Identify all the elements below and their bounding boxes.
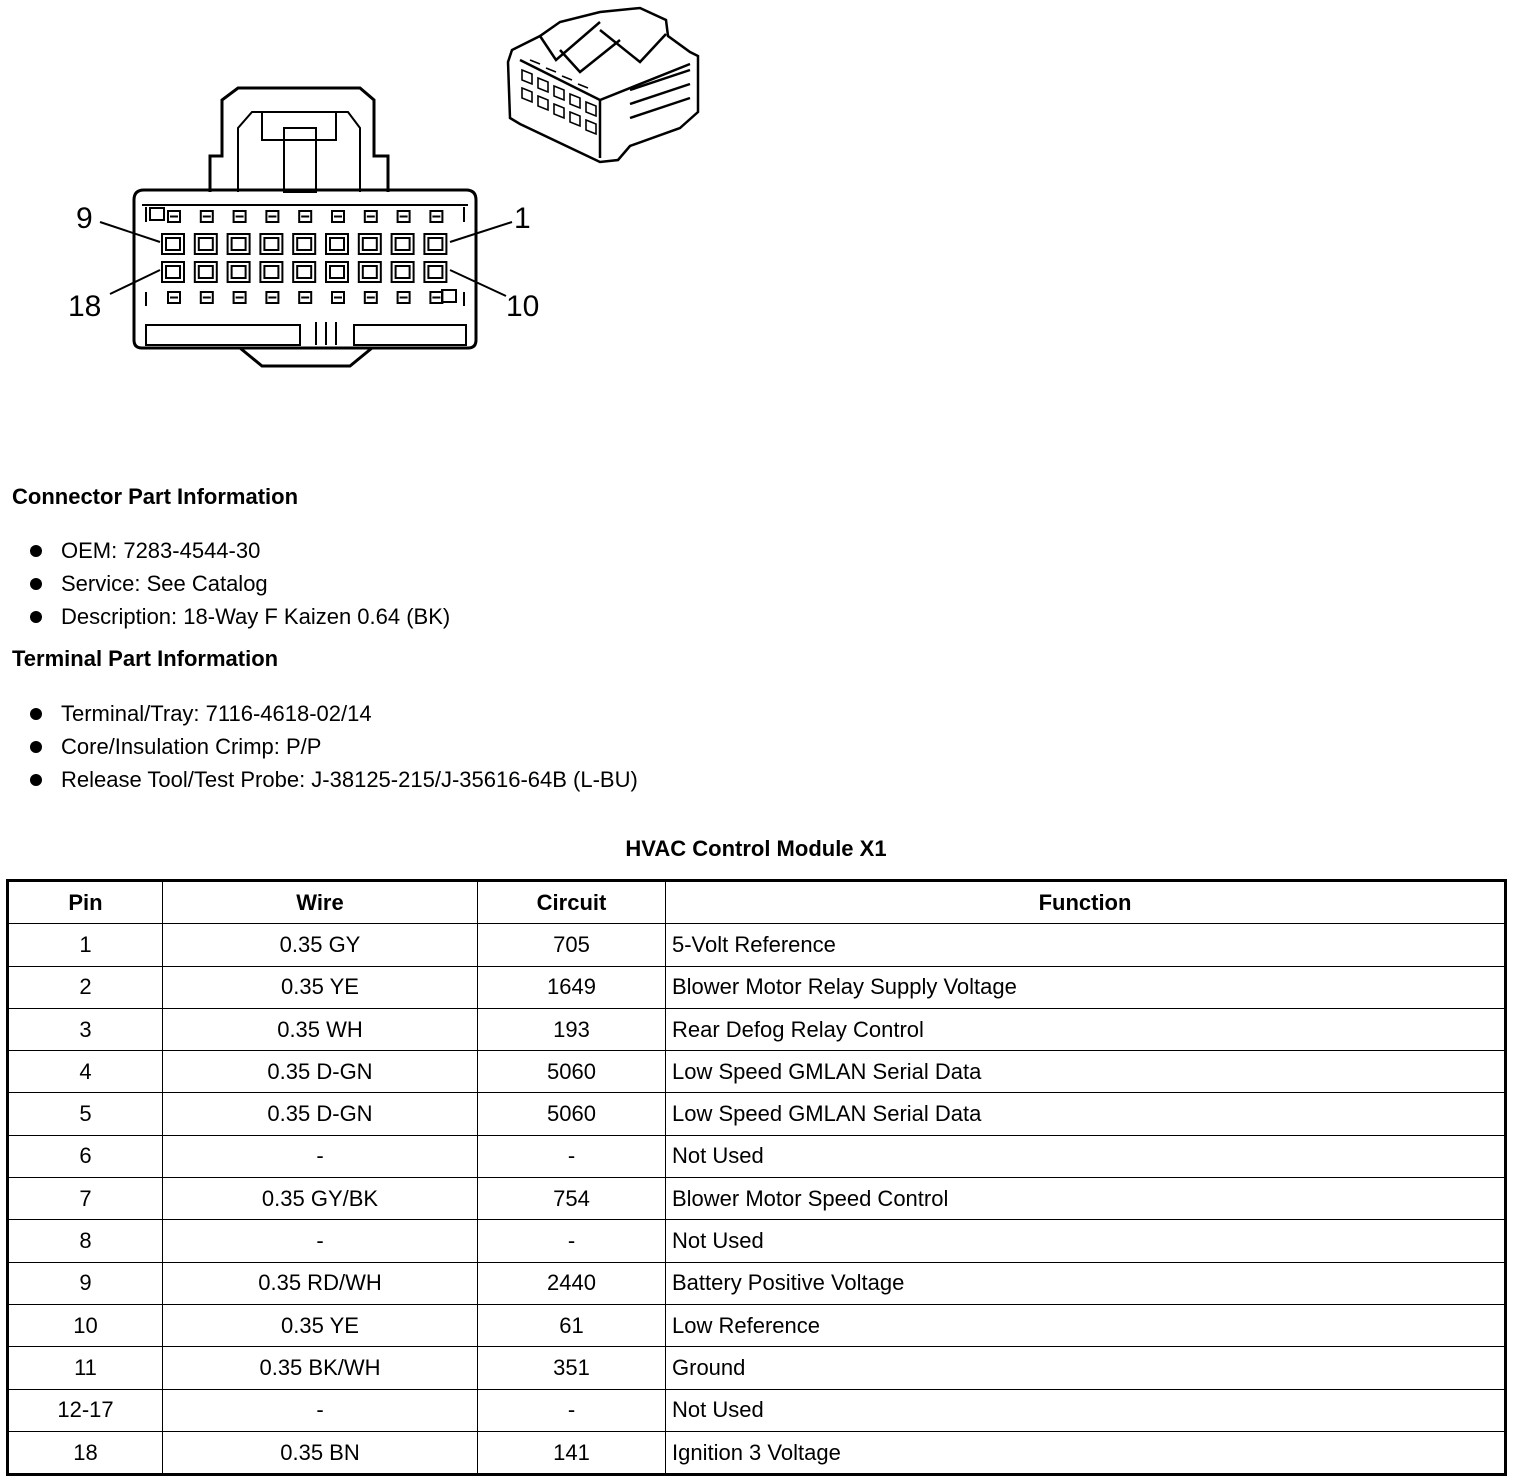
pin-cavity — [293, 234, 315, 254]
latch-slot — [365, 292, 377, 303]
bullet-icon — [30, 708, 42, 720]
pinout-table — [6, 879, 1507, 1476]
cell-circuit: 754 — [478, 1178, 666, 1220]
list-item: Description: 18-Way F Kaizen 0.64 (BK) — [30, 600, 450, 633]
cell-wire: 0.35 YE — [163, 1304, 478, 1346]
cell-circuit: 193 — [478, 1008, 666, 1050]
pin-row-10-18 — [162, 262, 446, 282]
cell-function: Rear Defog Relay Control — [666, 1008, 1506, 1050]
connector-illustration — [508, 8, 698, 162]
cell-circuit: 141 — [478, 1431, 666, 1474]
cell-function: Not Used — [666, 1220, 1506, 1262]
cell-wire: 0.35 RD/WH — [163, 1262, 478, 1304]
cell-circuit: 705 — [478, 924, 666, 966]
cell-function: Battery Positive Voltage — [666, 1262, 1506, 1304]
cell-circuit: 351 — [478, 1347, 666, 1389]
table-row — [8, 1262, 1506, 1304]
cell-pin: 1 — [8, 924, 163, 966]
latch-slot — [266, 292, 278, 303]
list-item: OEM: 7283-4544-30 — [30, 534, 450, 567]
list-item: Release Tool/Test Probe: J-38125-215/J-35616-64B (L-BU) — [30, 763, 638, 796]
table-row — [8, 1051, 1506, 1093]
cell-pin: 9 — [8, 1262, 163, 1304]
pin-cavity — [359, 262, 381, 282]
list-item: Service: See Catalog — [30, 567, 450, 600]
cell-function: 5-Volt Reference — [666, 924, 1506, 966]
latch-slot — [201, 211, 213, 222]
bullet-icon — [30, 578, 42, 590]
table-header-row — [8, 881, 1506, 924]
pin-cavity — [424, 262, 446, 282]
cell-pin: 18 — [8, 1431, 163, 1474]
cell-function: Low Speed GMLAN Serial Data — [666, 1051, 1506, 1093]
cell-function: Not Used — [666, 1135, 1506, 1177]
header-wire: Wire — [163, 881, 478, 924]
table-row — [8, 1178, 1506, 1220]
table-row — [8, 1304, 1506, 1346]
header-function: Function — [666, 881, 1506, 924]
table-row — [8, 1389, 1506, 1431]
cell-wire: 0.35 WH — [163, 1008, 478, 1050]
cell-function: Blower Motor Speed Control — [666, 1178, 1506, 1220]
latch-slot — [398, 211, 410, 222]
connector-info-list — [30, 534, 450, 633]
cell-circuit: - — [478, 1220, 666, 1262]
pin-cavity — [359, 234, 381, 254]
cell-circuit: 1649 — [478, 966, 666, 1008]
latch-slot — [168, 211, 180, 222]
cell-function: Low Reference — [666, 1304, 1506, 1346]
pin-cavity — [424, 234, 446, 254]
cell-circuit: 5060 — [478, 1093, 666, 1135]
header-pin: Pin — [8, 881, 163, 924]
pin-cavity — [260, 262, 282, 282]
cell-pin: 6 — [8, 1135, 163, 1177]
cell-wire: 0.35 BN — [163, 1431, 478, 1474]
latch-slot — [234, 292, 246, 303]
bullet-icon — [30, 611, 42, 623]
cell-wire: - — [163, 1135, 478, 1177]
pin-cavity — [293, 262, 315, 282]
pin-cavity — [326, 234, 348, 254]
pin-cavity — [228, 262, 250, 282]
cell-pin: 11 — [8, 1347, 163, 1389]
table-row — [8, 1220, 1506, 1262]
cell-pin: 3 — [8, 1008, 163, 1050]
connector-diagram — [0, 0, 760, 420]
latch-slot — [365, 211, 377, 222]
latch-slot — [299, 292, 311, 303]
table-row — [8, 966, 1506, 1008]
cell-pin: 8 — [8, 1220, 163, 1262]
pin-row-1-9 — [162, 234, 446, 254]
cell-function: Ignition 3 Voltage — [666, 1431, 1506, 1474]
pin-cavity — [195, 262, 217, 282]
cell-pin: 2 — [8, 966, 163, 1008]
latch-slot — [168, 292, 180, 303]
pin-cavity — [326, 262, 348, 282]
cell-wire: - — [163, 1220, 478, 1262]
pin-label-1: 1 — [514, 202, 531, 235]
cell-pin: 4 — [8, 1051, 163, 1093]
pin-cavity — [162, 234, 184, 254]
pin-label-9: 9 — [76, 202, 93, 235]
bullet-icon — [30, 545, 42, 557]
table-row — [8, 1008, 1506, 1050]
latch-slot — [430, 211, 442, 222]
cell-circuit: 61 — [478, 1304, 666, 1346]
pin-cavity — [162, 262, 184, 282]
cell-function: Not Used — [666, 1389, 1506, 1431]
pin-cavity — [228, 234, 250, 254]
pin-cavity — [392, 262, 414, 282]
cell-wire: 0.35 GY — [163, 924, 478, 966]
pin-label-10: 10 — [506, 290, 540, 323]
cell-function: Ground — [666, 1347, 1506, 1389]
latch-slot — [332, 292, 344, 303]
terminal-info-list — [30, 697, 638, 796]
table-row — [8, 1431, 1506, 1474]
pin-cavity — [392, 234, 414, 254]
connector-info-heading: Connector Part Information — [12, 484, 299, 509]
cell-pin: 7 — [8, 1178, 163, 1220]
latch-slot — [266, 211, 278, 222]
table-title: HVAC Control Module X1 — [625, 836, 887, 861]
pin-cavity — [195, 234, 217, 254]
header-circuit: Circuit — [478, 881, 666, 924]
cell-wire: 0.35 BK/WH — [163, 1347, 478, 1389]
cell-wire: 0.35 YE — [163, 966, 478, 1008]
table-row — [8, 924, 1506, 966]
latch-slot — [398, 292, 410, 303]
list-item: Core/Insulation Crimp: P/P — [30, 730, 638, 763]
pin-cavity — [260, 234, 282, 254]
latch-slot — [201, 292, 213, 303]
cell-function: Low Speed GMLAN Serial Data — [666, 1093, 1506, 1135]
cell-circuit: - — [478, 1389, 666, 1431]
cell-pin: 12-17 — [8, 1389, 163, 1431]
bullet-icon — [30, 741, 42, 753]
cell-wire: 0.35 D-GN — [163, 1093, 478, 1135]
latch-slot — [234, 211, 246, 222]
cell-wire: - — [163, 1389, 478, 1431]
table-row — [8, 1093, 1506, 1135]
list-item: Terminal/Tray: 7116-4618-02/14 — [30, 697, 638, 730]
cell-wire: 0.35 D-GN — [163, 1051, 478, 1093]
table-row — [8, 1135, 1506, 1177]
terminal-info-heading: Terminal Part Information — [12, 646, 279, 671]
pin-label-18: 18 — [68, 290, 102, 323]
cell-circuit: 5060 — [478, 1051, 666, 1093]
cell-circuit: 2440 — [478, 1262, 666, 1304]
cell-pin: 5 — [8, 1093, 163, 1135]
latch-slot — [332, 211, 344, 222]
bullet-icon — [30, 774, 42, 786]
table-row — [8, 1347, 1506, 1389]
latch-slot — [430, 292, 442, 303]
cell-circuit: - — [478, 1135, 666, 1177]
latch-slot — [299, 211, 311, 222]
cell-pin: 10 — [8, 1304, 163, 1346]
cell-function: Blower Motor Relay Supply Voltage — [666, 966, 1506, 1008]
cell-wire: 0.35 GY/BK — [163, 1178, 478, 1220]
